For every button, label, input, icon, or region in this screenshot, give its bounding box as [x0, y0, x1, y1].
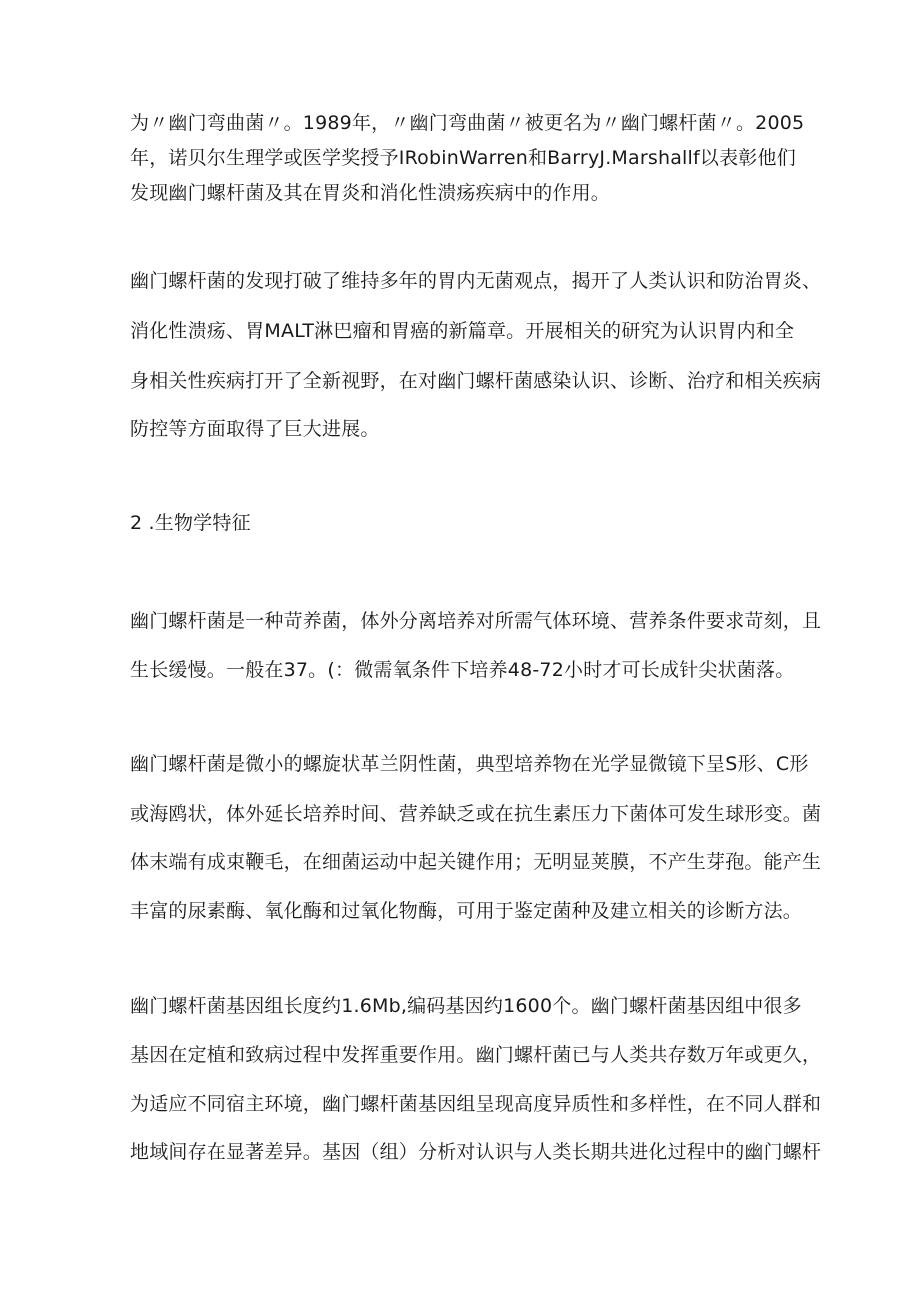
paragraph-2-line-1: 幽门螺杆菌的发现打破了维持多年的胃内无菌观点，揭开了人类认识和防治胃炎、 [130, 270, 822, 292]
paragraph-2-line-3: 身相关性疾病打开了全新视野，在对幽门螺杆菌感染认识、诊断、治疗和相关疾病 [130, 370, 822, 392]
paragraph-5-line-1: 幽门螺杆菌基因组长度约1.6Mb,编码基因约1600个。幽门螺杆菌基因组中很多 [130, 995, 802, 1017]
paragraph-4-line-4: 丰富的尿素酶、氧化酶和过氧化物酶，可用于鉴定菌种及建立相关的诊断方法。 [130, 900, 803, 922]
paragraph-4-line-1: 幽门螺杆菌是微小的螺旋状革兰阴性菌，典型培养物在光学显微镜下呈S形、C形 [130, 753, 809, 775]
paragraph-5-line-4: 地域间存在显著差异。基因（组）分析对认识与人类长期共进化过程中的幽门螺杆 [130, 1141, 822, 1163]
section-heading: 2 .生物学特征 [130, 512, 251, 534]
paragraph-2-line-2: 消化性溃疡、胃MALT淋巴瘤和胃癌的新篇章。开展相关的研究为认识胃内和全 [130, 320, 795, 342]
paragraph-4-line-2: 或海鸥状，体外延长培养时间、营养缺乏或在抗生素压力下菌体可发生球形变。菌 [130, 803, 822, 825]
paragraph-1-line-2: 年，诺贝尔生理学或医学奖授予IRobinWarren和BarryJ.Marshallf以表彰他们 [130, 147, 796, 169]
paragraph-5-line-3: 为适应不同宿主环境，幽门螺杆菌基因组呈现高度异质性和多样性，在不同人群和 [130, 1093, 822, 1115]
paragraph-5-line-2: 基因在定植和致病过程中发挥重要作用。幽门螺杆菌已与人类共存数万年或更久， [130, 1044, 822, 1066]
paragraph-2-line-4: 防控等方面取得了巨大进展。 [130, 418, 380, 440]
paragraph-3-line-2: 生长缓慢。一般在37。(：微需氧条件下培养48-72小时才可长成针尖状菌落。 [130, 659, 795, 681]
paragraph-3-line-1: 幽门螺杆菌是一种苛养菌，体外分离培养对所需气体环境、营养条件要求苛刻，且 [130, 610, 822, 632]
paragraph-1-line-3: 发现幽门螺杆菌及其在胃炎和消化性溃疡疾病中的作用。 [130, 182, 611, 204]
paragraph-4-line-3: 体末端有成束鞭毛，在细菌运动中起关键作用；无明显荚膜，不产生芽孢。能产生 [130, 851, 822, 873]
paragraph-1-line-1: 为〃幽门弯曲菌〃。1989年，〃幽门弯曲菌〃被更名为〃幽门螺杆菌〃。2005 [130, 112, 805, 134]
